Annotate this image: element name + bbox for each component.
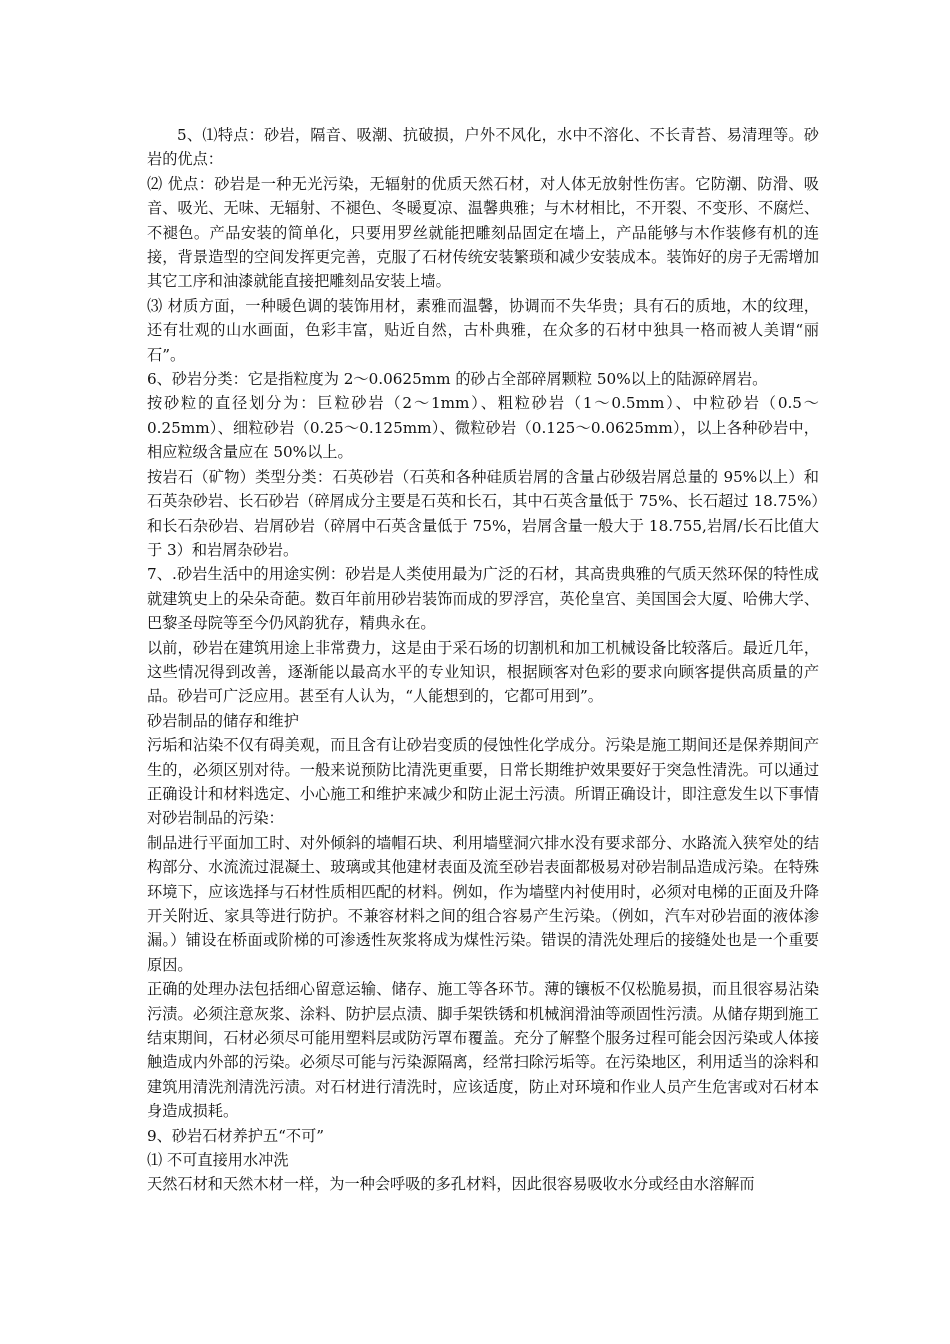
subheading-no-water: ⑴ 不可直接用水冲洗 [147,1151,289,1170]
paragraph-pollution-sources: 制品进行平面加工时、对外倾斜的墙帽石块、利用墙壁洞穴排水没有要求部分、水路流入狭窄处的结构部分、水流流过混凝土、玻璃或其他建材表面及流至砂岩表面都极易对砂岩制品造成污染。在特殊环境下，应该选择与石材性质相匹配的材料。例如，作为墙壁内衬使用时，必须对电梯的正面及升降开关附近、家具等进行防护。不兼容材料之间的组合容易产生污染。（例如，汽车对砂岩面的液体渗漏。）铺设在桥面或阶梯的可渗透性灰浆将成为煤性污染。错误的清洗处理后的接缝处也是一个重要原因。 [147,833,819,974]
paragraph-grain-size: 按砂粒的直径划分为：巨粒砂岩（2～1mm）、粗粒砂岩（1～0.5mm）、中粒砂岩（0.5～0.25mm）、细粒砂岩（0.25～0.125mm）、微粒砂岩（0.125～0.0625mm），以上各种砂岩中，相应粒级含量应在 50%以上。 [147,394,819,462]
paragraph-classification: 6、砂岩分类：它是指粒度为 2～0.0625mm 的砂占全部碎屑颗粒 50%以上的陆源碎屑岩。 [147,370,768,389]
paragraph-history: 以前，砂岩在建筑用途上非常费力，这是由于采石场的切割机和加工机械设备比较落后。最近几年，这些情况得到改善，逐渐能以最高水平的专业知识，根据顾客对色彩的要求向顾客提供高质量的产品。砂岩可广泛应用。甚至有人认为，“人能想到的，它都可用到”。 [147,638,819,706]
paragraph-uses: 7、.砂岩生活中的用途实例：砂岩是人类使用最为广泛的石材，其高贵典雅的气质天然环保的特性成就建筑史上的朵朵奇葩。数百年前用砂岩装饰而成的罗浮宫，英伦皇宫、美国国会大厦、哈佛大学、巴黎圣母院等至今仍风韵犹存，精典永在。 [147,565,819,633]
paragraph-advantages: ⑵ 优点：砂岩是一种无光污染，无辐射的优质天然石材，对人体无放射性伤害。它防潮、防滑、吸音、吸光、无味、无辐射、不褪色、冬暖夏凉、温馨典雅；与木材相比，不开裂、不变形、不腐烂、不褪色。产品安装的简单化，只要用罗丝就能把雕刻品固定在墙上，产品能够与木作装修有机的连接，背景造型的空间发挥更完善，克服了石材传统安装繁琐和减少安装成本。装饰好的房子无需增加其它工序和油漆就能直接把雕刻品安装上墙。 [147,174,819,291]
paragraph-handling: 正确的处理办法包括细心留意运输、储存、施工等各环节。薄的镶板不仅松脆易损，而且很容易沾染污渍。必须注意灰浆、涂料、防护层点渍、脚手架铁锈和机械润滑油等顽固性污渍。从储存期到施工结束期间，石材必须尽可能用塑料层或防污罩布覆盖。充分了解整个服务过程可能会因污染或人体接触造成内外部的污染。必须尽可能与污染源隔离，经常扫除污垢等。在污染地区，利用适当的涂料和建筑用清洗剂清洗污渍。对石材进行清洗时，应该适度，防止对环境和作业人员产生危害或对石材本身造成损耗。 [147,980,819,1121]
section-heading-storage: 砂岩制品的储存和维护 [147,711,299,730]
paragraph-stains: 污垢和沾染不仅有碍美观，而且含有让砂岩变质的侵蚀性化学成分。污染是施工期间还是保养期间产生的，必须区别对待。一般来说预防比清洗更重要，日常长期维护效果要好于突急性清洗。可以通过正确设计和材料选定、小心施工和维护来减少和防止泥土污渍。所谓正确设计，即注意发生以下事情对砂岩制品的污染： [147,736,819,828]
paragraph-material: ⑶ 材质方面，一种暖色调的装饰用材，素雅而温馨，协调而不失华贵；具有石的质地，木的纹理，还有壮观的山水画面，色彩丰富，贴近自然，古朴典雅，在众多的石材中独具一格而被人美谓“丽石”。 [147,296,819,364]
paragraph-features: 5、⑴特点：砂岩，隔音、吸潮、抗破损，户外不风化，水中不溶化、不长青苔、易清理等。砂岩的优点： [147,126,819,169]
paragraph-porous: 天然石材和天然木材一样，为一种会呼吸的多孔材料，因此很容易吸收水分或经由水溶解而 [147,1175,755,1194]
paragraph-rock-type: 按岩石（矿物）类型分类：石英砂岩（石英和各种硅质岩屑的含量占砂级岩屑总量的 95%以上）和石英杂砂岩、长石砂岩（碎屑成分主要是石英和长石，其中石英含量低于 75%、长石超过 18.75%）和长石杂砂岩、岩屑砂岩（碎屑中石英含量低于 75%，岩屑含量一般大于 18.755,岩屑/长石比值大于 3）和岩屑杂砂岩。 [147,467,819,559]
section-heading-care: 9、砂岩石材养护五“不可” [147,1126,325,1145]
document-body [147,123,819,1197]
